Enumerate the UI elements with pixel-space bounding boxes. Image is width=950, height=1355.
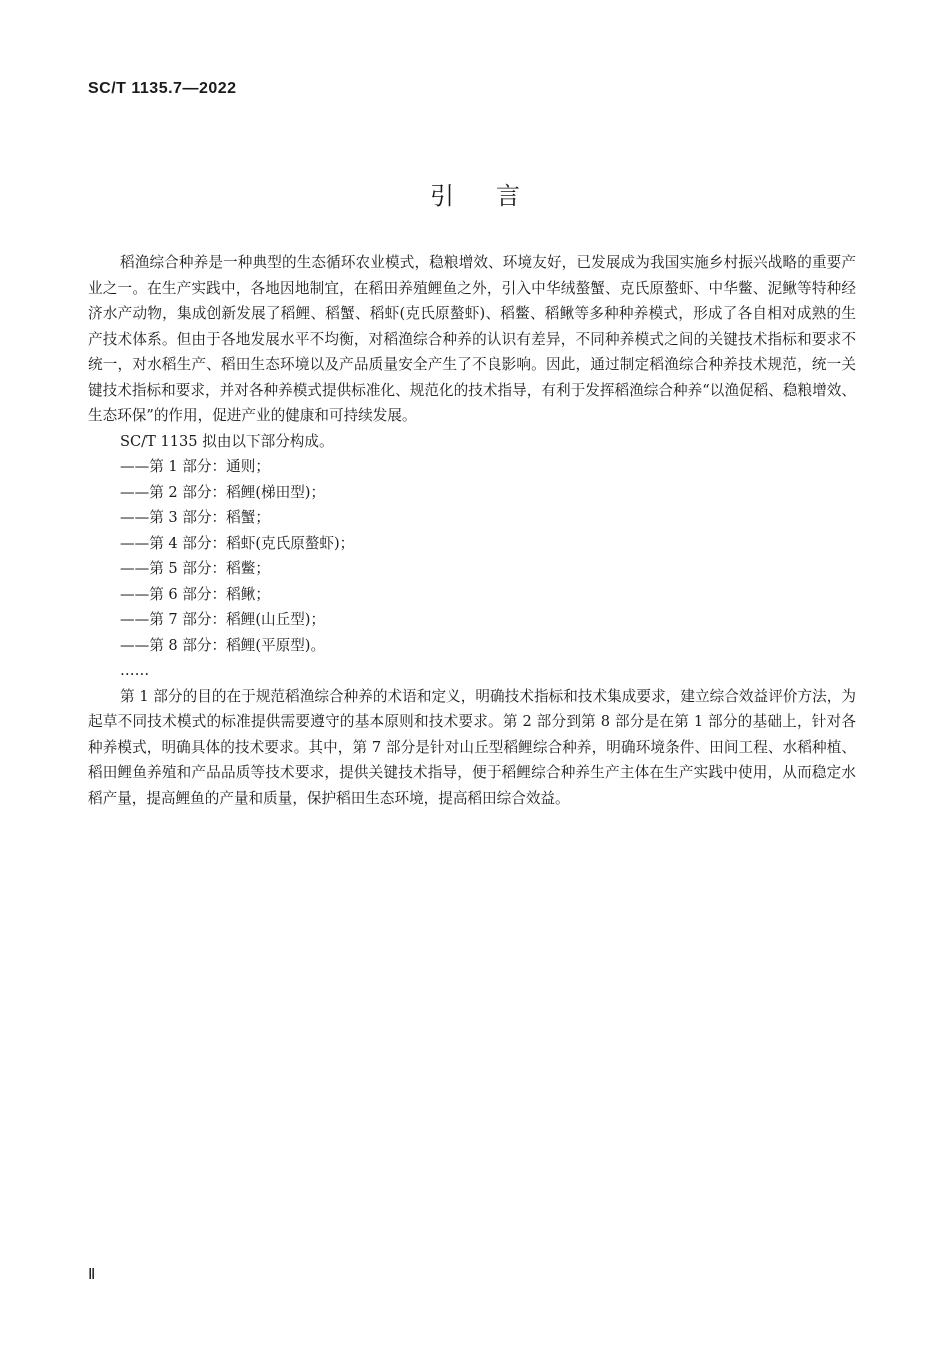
page-number: Ⅱ — [88, 1265, 96, 1283]
list-item: ——第 6 部分：稻鳅； — [120, 585, 270, 603]
list-item: ——第 2 部分：稻鲤(梯田型)； — [120, 483, 326, 501]
list-ellipsis: …… — [120, 662, 150, 679]
list-item: ——第 1 部分：通则； — [120, 458, 270, 475]
parts-intro-paragraph: SC/T 1135 拟由以下部分构成。 — [120, 432, 334, 450]
intro-paragraph: 稻渔综合种养是一种典型的生态循环农业模式，稳粮增效、环境友好，已发展成为我国实施乡村振兴战略的重要产业之一。在生产实践中，各地因地制宜，在稻田养殖鲤鱼之外，引入中华绒螯蟹、克氏原螯虾、中华鳖、泥鳅等特种经济水产动物，集成创新发展了稻鲤、稻蟹、稻虾(克氏原螯虾)、稻鳖、稻鳅等多种种养模式，形成了各自相对成熟的生产技术体系。但由于各地发展水平不均衡，对稻渔综合种养的认识有差异，不同种养模式之间的关键技术指标和要求不统一，对水稻生产、稻田生态环境以及产品质量安全产生了不良影响。因此，通过制定稻渔综合种养技术规范，统一关键技术指标和要求，并对各种养模式提供标准化、规范化的技术指导，有利于发挥稻渔综合种养“以渔促稻、稳粮增效、生态环保”的作用，促进产业的健康和可持续发展。 — [88, 254, 856, 424]
page-title: 引言 — [430, 182, 562, 210]
list-item: ——第 3 部分：稻蟹； — [120, 509, 270, 526]
list-item: ——第 7 部分：稻鲤(山丘型)； — [120, 611, 326, 628]
list-item: ——第 5 部分：稻鳖； — [120, 560, 270, 577]
purpose-paragraph: 第 1 部分的目的在于规范稻渔综合种养的术语和定义，明确技术指标和技术集成要求，建立综合效益评价方法，为起草不同技术模式的标准提供需要遵守的基本原则和技术要求。第 2 部分到第 8 部分是在第 1 部分的基础上，针对各种养模式，明确具体的技术要求。其中，第 7 部分是针对山丘型稻鲤综合种养，明确环境条件、田间工程、水稻种植、稻田鲤鱼养殖和产品品质等技术要求，提供关键技术指导，便于稻鲤综合种养生产主体在生产实践中使用，从而稳定水稻产量，提高鲤鱼的产量和质量，保护稻田生态环境，提高稻田综合效益。 — [88, 687, 856, 807]
list-item: ——第 8 部分：稻鲤(平原型)。 — [120, 636, 326, 654]
document-body — [88, 250, 856, 811]
list-item: ——第 4 部分：稻虾(克氏原螯虾)； — [120, 534, 355, 552]
document-code: SC/T 1135.7—2022 — [88, 80, 237, 97]
